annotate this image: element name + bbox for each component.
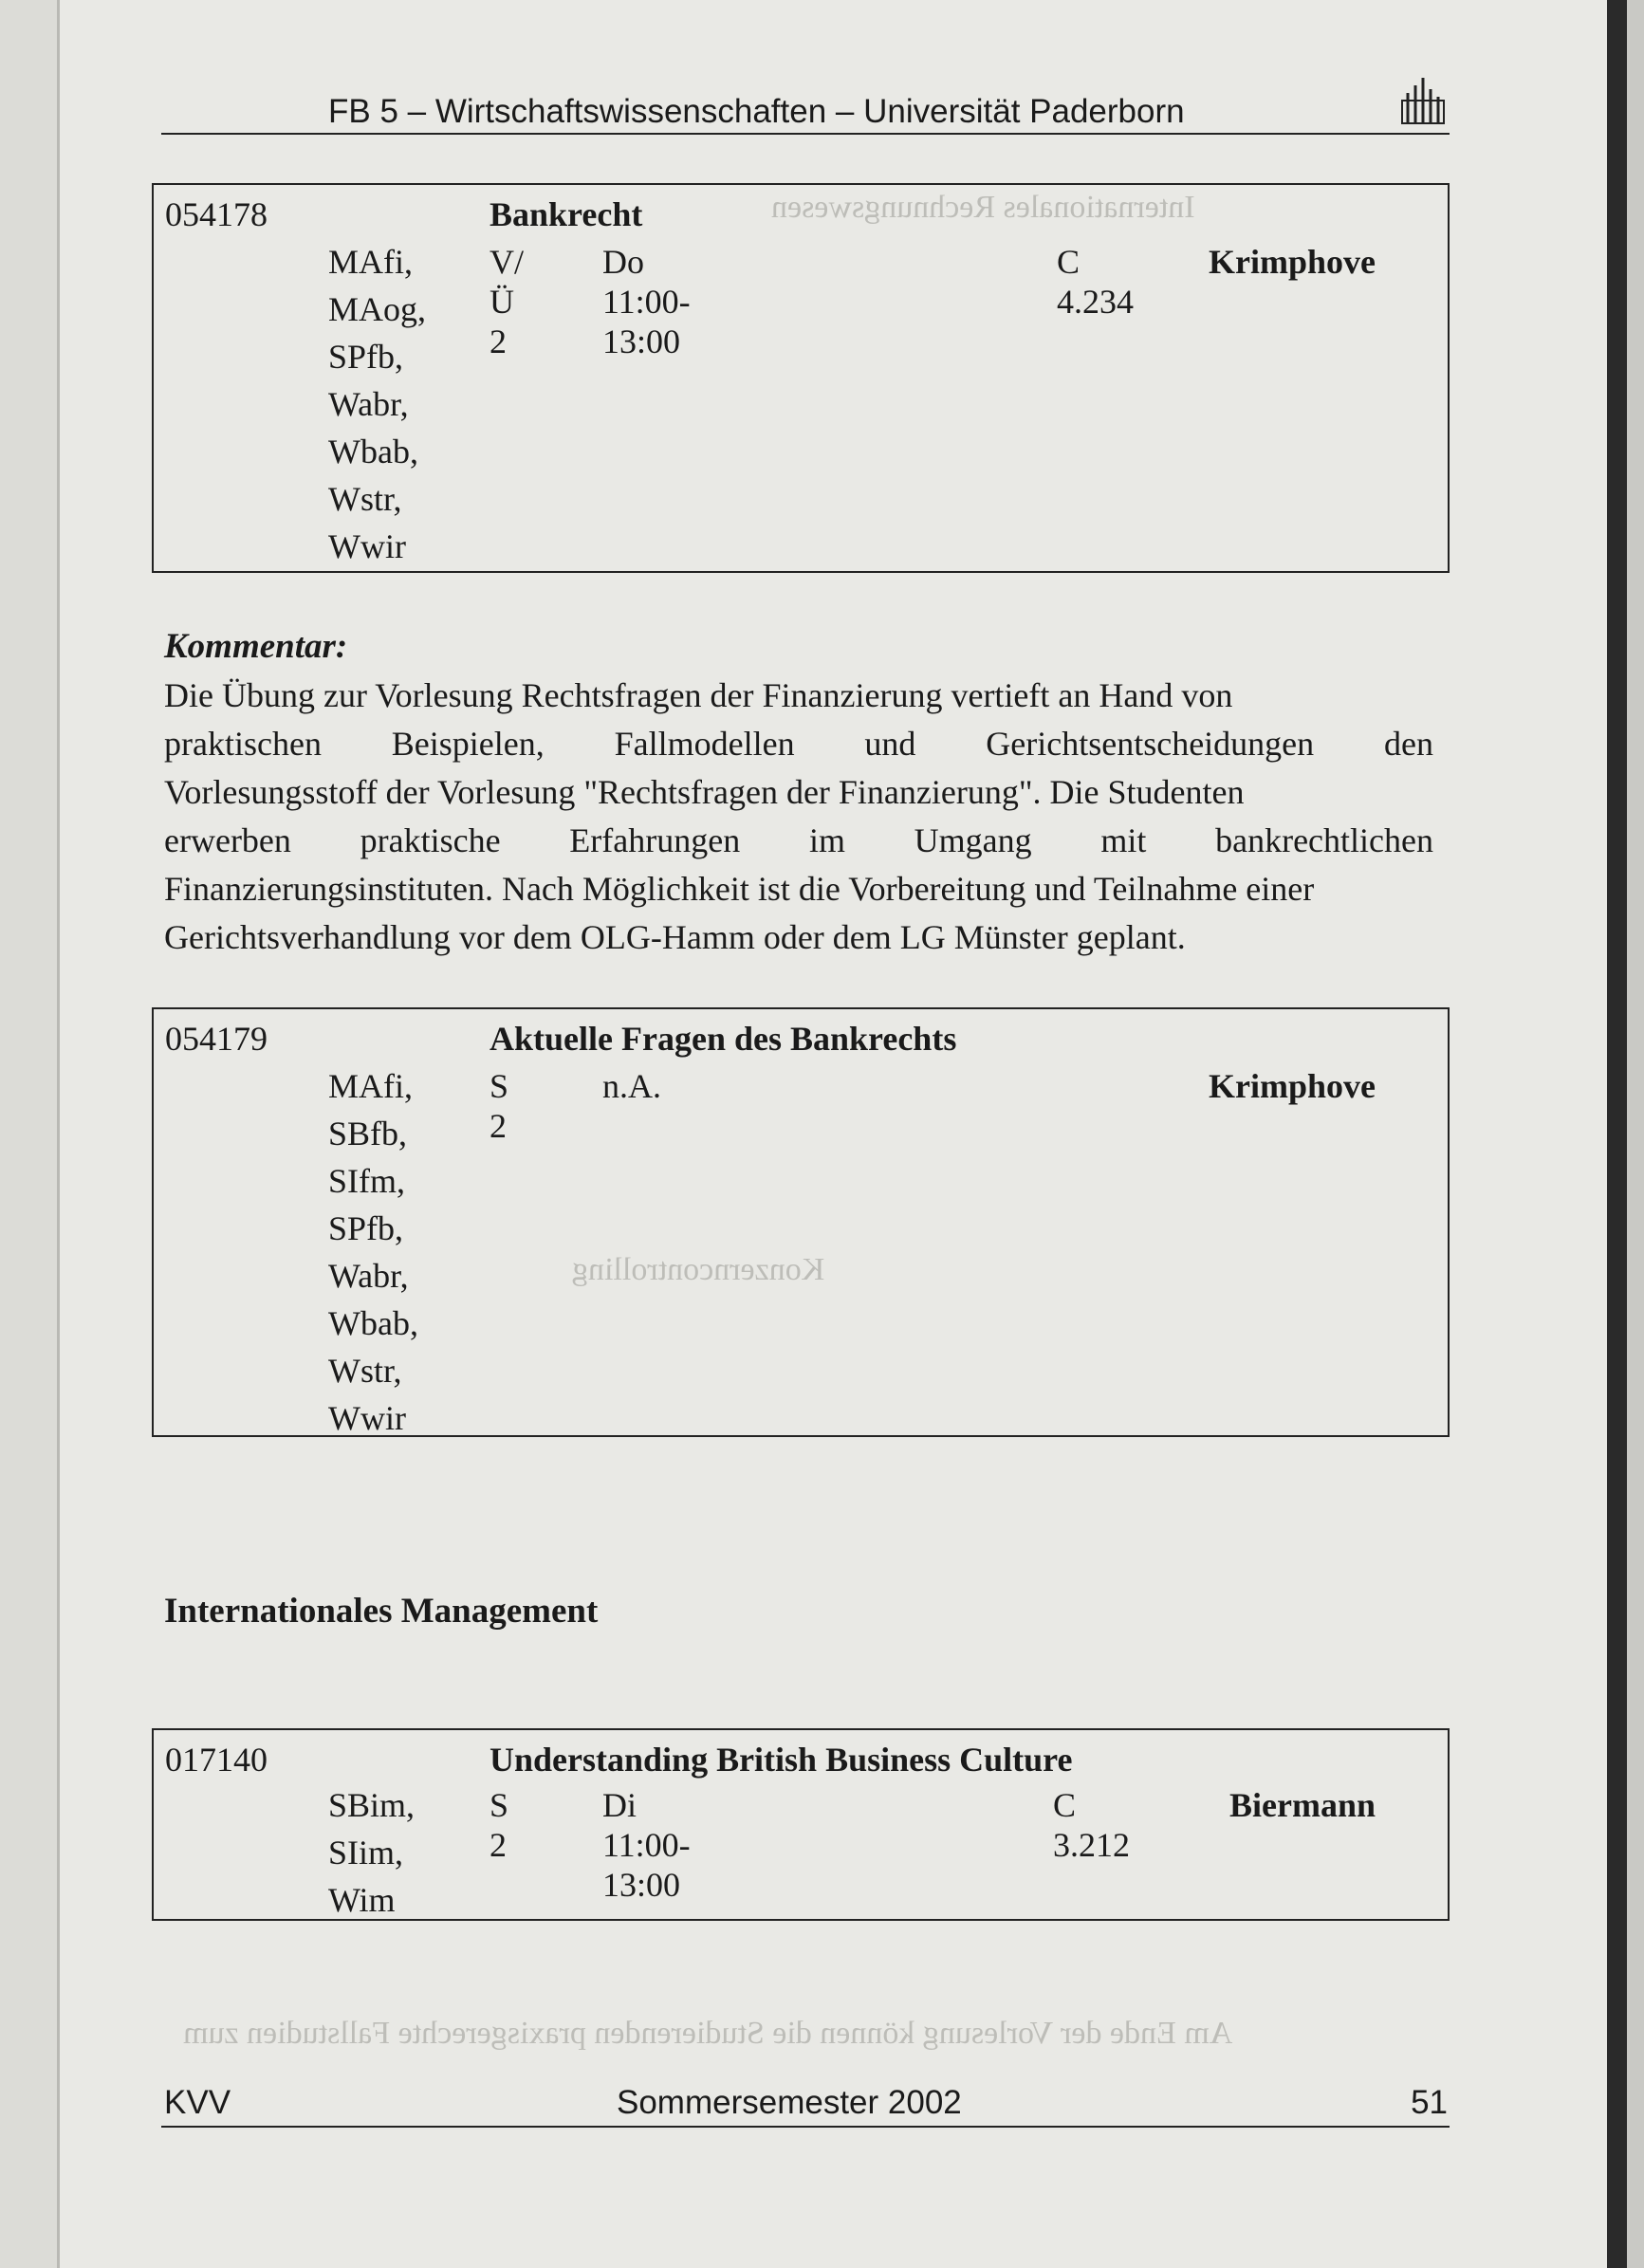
course-type: S 2	[490, 1067, 509, 1145]
page-header	[161, 91, 1450, 135]
course-number: 017140	[165, 1741, 268, 1779]
course-lecturer: Krimphove	[1209, 1067, 1376, 1105]
kommentar-line: Finanzierungsinstituten. Nach Möglichkeit ist die Vorbereitung und Teilnahme einer	[164, 870, 1315, 908]
course-lecturer: Krimphove	[1209, 243, 1376, 281]
kommentar-line: Gerichtsverhandlung vor dem OLG-Hamm oder dem LG Münster geplant.	[164, 918, 1186, 956]
course-title: Bankrecht	[490, 195, 643, 233]
program-code: Wstr,	[328, 1352, 402, 1390]
course-time: n.A.	[602, 1067, 661, 1105]
page-footer	[161, 2082, 1450, 2128]
course-room: C 3.212	[1053, 1786, 1130, 1864]
course-lecturer: Biermann	[1228, 1786, 1376, 1824]
program-code: SBfb,	[328, 1115, 408, 1152]
course-type: V/Ü 2	[490, 243, 524, 360]
header-title: FB 5 – Wirtschaftswissenschaften – Universität Paderborn	[328, 93, 1185, 130]
course-title: Understanding British Business Culture	[490, 1741, 1073, 1779]
section-heading: Internationales Management	[164, 1592, 599, 1631]
course-entry	[152, 1007, 1450, 1437]
course-time: Do 11:00-13:00	[602, 243, 691, 360]
page-number: 51	[1411, 2084, 1448, 2121]
footer-semester: Sommersemester 2002	[617, 2084, 962, 2121]
kommentar-line: Vorlesungsstoff der Vorlesung "Rechtsfragen der Finanzierung". Die Studenten	[164, 773, 1245, 811]
course-time: Di 11:00-13:00	[602, 1786, 691, 1904]
program-code: Wabr,	[328, 385, 409, 423]
course-entry	[152, 1728, 1450, 1921]
bleed-through-text: Internationales Rechnungswesen	[771, 190, 1195, 225]
program-code: Wim	[328, 1881, 396, 1919]
book-gutter	[0, 0, 57, 2268]
bleed-through-text: Konzerncontrolling	[572, 1252, 825, 1287]
program-code: MAfi,	[328, 1067, 413, 1105]
course-type: S 2	[490, 1786, 509, 1864]
university-logo-icon	[1400, 72, 1446, 125]
kommentar-label: Kommentar:	[164, 627, 348, 666]
course-room: C 4.234	[1057, 243, 1134, 321]
kommentar-line: praktischen Beispielen, Fallmodellen und Gerichtsentscheidungen den	[164, 725, 1433, 763]
program-code: SIim,	[328, 1834, 404, 1872]
program-code: SPfb,	[328, 338, 404, 376]
program-code: Wwir	[328, 1399, 406, 1437]
course-title: Aktuelle Fragen des Bankrechts	[490, 1020, 957, 1058]
footer-left: KVV	[164, 2084, 231, 2121]
program-code: SPfb,	[328, 1209, 404, 1247]
program-code: SIfm,	[328, 1162, 405, 1200]
program-code: Wbab,	[328, 433, 418, 470]
program-code: Wbab,	[328, 1304, 418, 1342]
course-entry	[152, 183, 1450, 573]
program-code: MAog,	[328, 290, 427, 328]
kommentar-line: erwerben praktische Erfahrungen im Umgang mit bankrechtlichen	[164, 821, 1433, 859]
program-code: Wstr,	[328, 480, 402, 518]
page-edge	[1607, 0, 1627, 2268]
program-code: MAfi,	[328, 243, 413, 281]
kommentar-line: Die Übung zur Vorlesung Rechtsfragen der Finanzierung vertieft an Hand von	[164, 676, 1233, 714]
kommentar-text	[164, 672, 1433, 962]
program-code: Wwir	[328, 527, 406, 565]
course-number: 054178	[165, 195, 268, 233]
program-code: SBim,	[328, 1786, 416, 1824]
program-code: Wabr,	[328, 1257, 409, 1295]
course-number: 054179	[165, 1020, 268, 1058]
bleed-through-text: Am Ende der Vorlesung können die Studierenden praxisgerechte Fallstudien zum	[183, 2016, 1233, 2051]
